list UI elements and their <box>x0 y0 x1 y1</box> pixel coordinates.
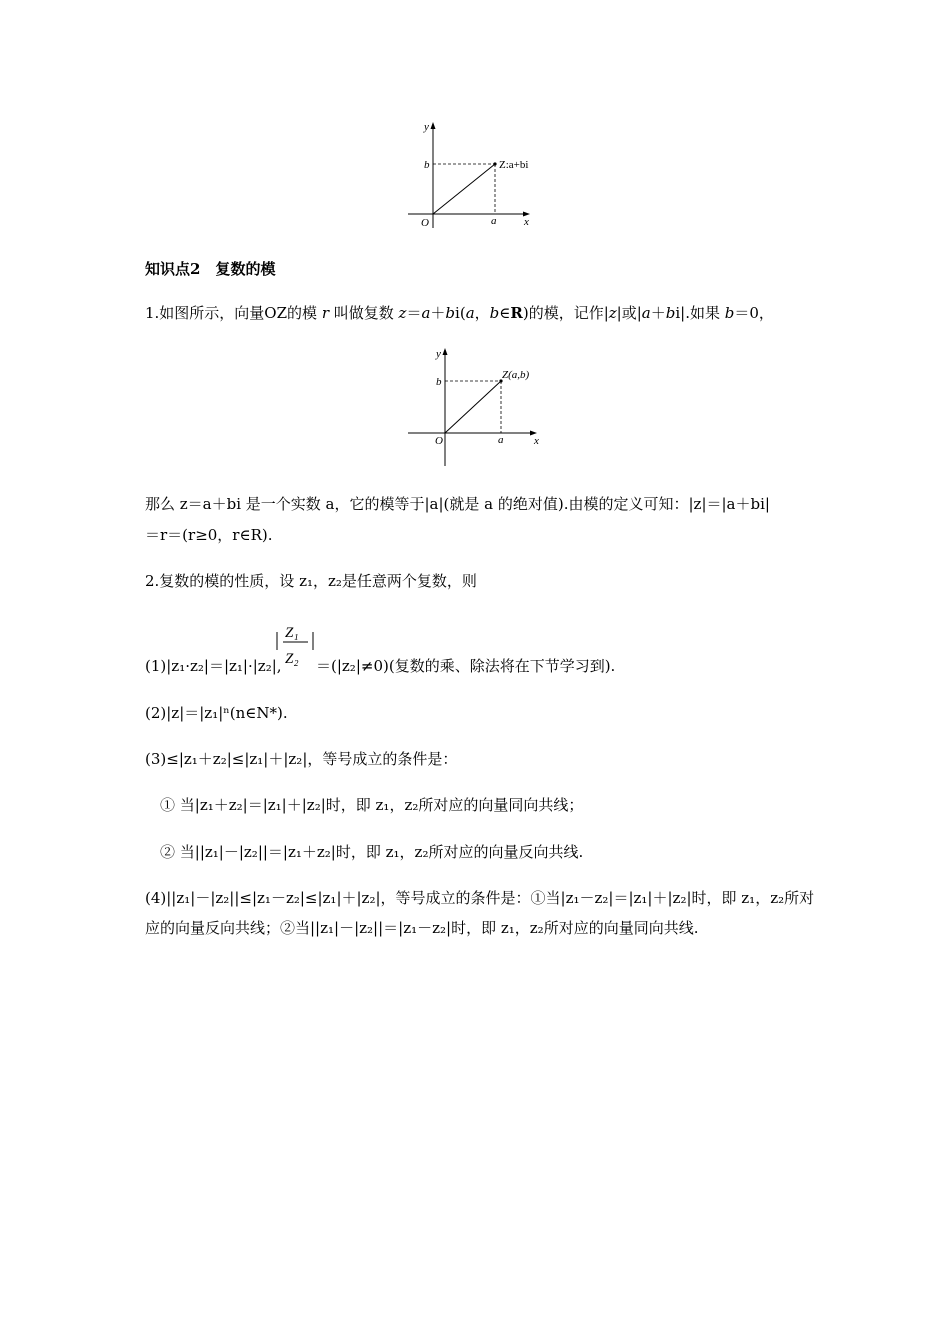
property-3-case-2: ② 当||z₁|－|z₂||＝|z₁＋z₂|时，即 z₁，z₂所对应的向量反向共线. <box>160 843 584 861</box>
text: 叫做复数 <box>328 304 399 322</box>
point-z <box>493 162 496 165</box>
var: b <box>665 304 676 322</box>
text: ， <box>474 304 490 322</box>
property-3-case-1: ① 当|z₁＋z₂|＝|z₁|＋|z₂|时，即 z₁，z₂所对应的向量同向共线； <box>160 796 584 814</box>
text: ＝ <box>406 304 422 322</box>
x-label: x <box>524 216 529 228</box>
property-2: (2)|z|＝|z₁|ⁿ(n∈N*). <box>145 704 288 722</box>
origin-label: O <box>421 217 429 229</box>
text: ＋ <box>650 304 666 322</box>
y-axis-arrow <box>443 348 448 355</box>
x-label: x <box>534 435 539 447</box>
var: b <box>445 304 456 322</box>
property-1-text: (1)|z₁·z₂|＝|z₁|·|z₂|, <box>145 657 282 675</box>
complex-plane-figure-2 <box>400 344 560 469</box>
text: ＋ <box>430 304 446 322</box>
text: 1.如图所示，向量OZ的模 <box>145 304 322 322</box>
text: |或| <box>616 304 642 322</box>
var: a <box>641 304 651 322</box>
property-1 <box>145 656 616 676</box>
var: b <box>489 304 500 322</box>
real-set: R <box>510 304 523 322</box>
var: r <box>321 304 329 322</box>
paragraph-modulus-real: 那么 z＝a＋bi 是一个实数 a，它的模等于|a|(就是 a 的绝对值).由模的定义可知：|z|＝|a＋bi| <box>145 495 770 513</box>
paragraph-properties-intro: 2.复数的模的性质，设 z₁，z₂是任意两个复数，则 <box>145 572 477 590</box>
y-label: y <box>436 348 441 360</box>
text: i|.如果 <box>675 304 725 322</box>
origin-label: O <box>435 435 443 447</box>
var: b <box>724 304 735 322</box>
text: ∈ <box>499 304 511 322</box>
complex-plane-figure-1 <box>400 118 560 233</box>
property-4-cont: 应的向量反向共线；②当||z₁|－|z₂||＝|z₁－z₂|时，即 z₁，z₂所对应的向量同向共线. <box>145 919 699 937</box>
y-label: y <box>424 121 429 133</box>
point-label: Z(a,b) <box>502 369 530 381</box>
var: z <box>398 304 407 322</box>
property-3: (3)≤|z₁＋z₂|≤|z₁|＋|z₂|，等号成立的条件是： <box>145 750 458 768</box>
text: ＝0， <box>734 304 774 322</box>
vector-oz <box>433 164 495 214</box>
var: a <box>465 304 475 322</box>
property-4: (4)||z₁|－|z₂||≤|z₁－z₂|≤|z₁|＋|z₂|，等号成立的条件是：①当|z₁－z₂|＝|z₁|＋|z₂|时，即 z₁，z₂所对 <box>145 889 815 907</box>
vector-oz <box>445 381 501 433</box>
point-label: Z:a+bi <box>499 159 529 171</box>
a-label: a <box>498 434 504 446</box>
text: i( <box>455 304 466 322</box>
numerator: Z₁ <box>285 625 299 641</box>
var: a <box>421 304 431 322</box>
denominator: Z₂ <box>285 651 299 667</box>
y-axis-arrow <box>431 122 436 129</box>
paragraph-modulus-real-cont: ＝r＝(r≥0，r∈R). <box>145 526 273 544</box>
property-1-rest: ＝(|z₂|≠0)(复数的乘、除法将在下节学习到). <box>316 657 616 675</box>
text: )的模，记作| <box>522 304 609 322</box>
b-label: b <box>424 159 430 171</box>
paragraph-modulus-definition <box>145 303 774 323</box>
b-label: b <box>436 376 442 388</box>
a-label: a <box>491 215 497 227</box>
section-heading: 知识点2 复数的模 <box>145 260 276 278</box>
var: z <box>608 304 617 322</box>
